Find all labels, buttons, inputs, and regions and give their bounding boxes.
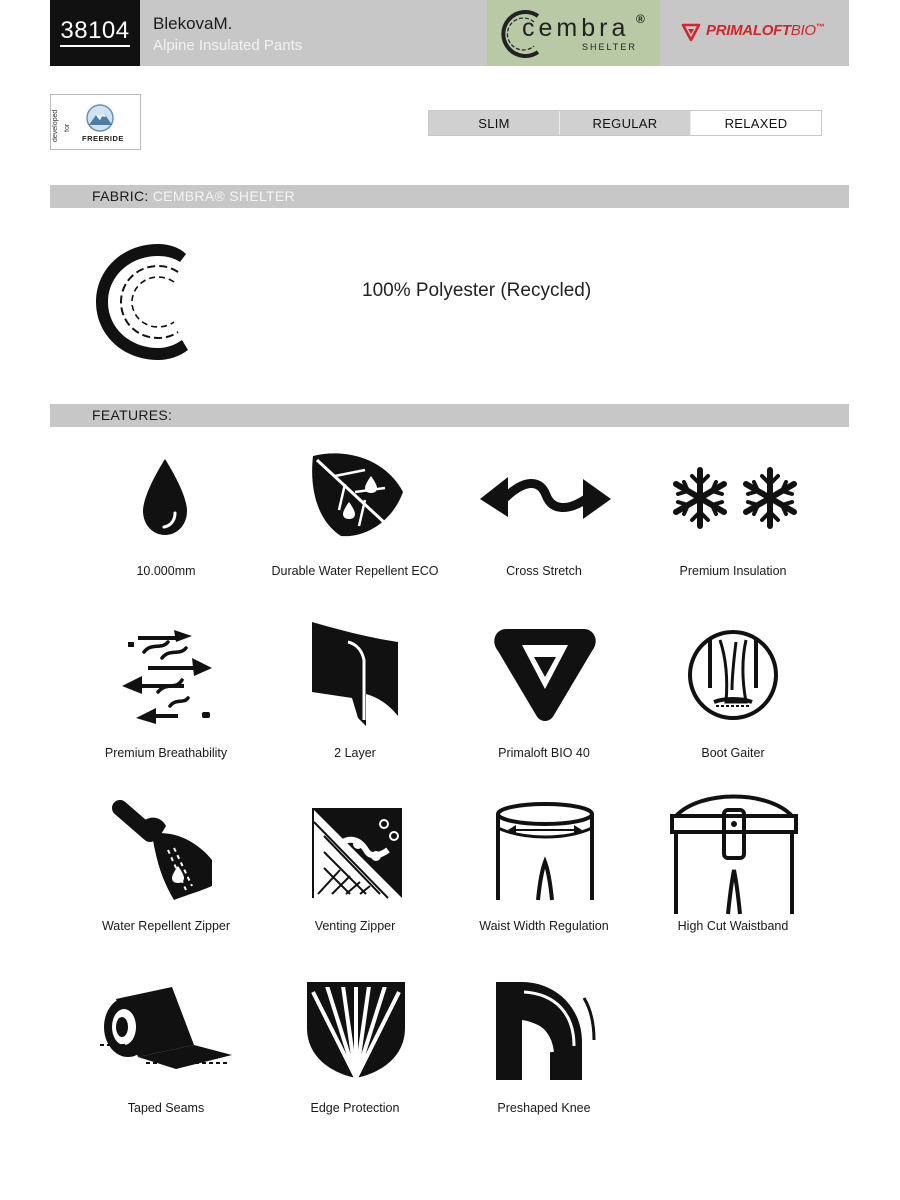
snowflakes-icon <box>670 466 800 530</box>
fabric-value: CEMBRA® SHELTER <box>152 188 295 204</box>
feature-label: Premium Breathability <box>104 746 228 760</box>
primaloft-logo-mark: ™ <box>815 22 825 32</box>
cembra-logo-sub: SHELTER <box>582 42 637 52</box>
water-drop-icon <box>135 455 195 540</box>
breathability-icon <box>118 628 216 724</box>
tape-roll-icon <box>98 985 234 1075</box>
feature-label: 10.000mm <box>136 564 196 578</box>
cembra-logo-registered: ® <box>636 12 645 26</box>
waistband-icon <box>670 790 798 916</box>
primaloft-logo-word: PRIMALOFT <box>706 22 791 39</box>
mountain-icon <box>85 103 115 133</box>
feature-label: Premium Insulation <box>679 564 787 578</box>
fabric-label: FABRIC: <box>92 188 149 204</box>
boot-gaiter-icon <box>686 628 780 722</box>
fit-option-relaxed[interactable]: RELAXED <box>691 111 821 135</box>
feature-label: Edge Protection <box>310 1101 400 1115</box>
primaloft-icon <box>492 627 598 724</box>
cembra-fabric-icon <box>90 240 200 365</box>
primaloft-logo-suffix: BIO <box>790 22 816 39</box>
leaf-icon <box>305 448 410 543</box>
zipper-icon <box>112 800 222 904</box>
feature-label: Venting Zipper <box>314 919 396 933</box>
features-heading: FEATURES: <box>92 407 173 423</box>
feature-label: Waist Width Regulation <box>479 919 609 933</box>
fit-selector <box>428 110 822 136</box>
brand-name: BlekovaM. <box>153 14 233 33</box>
primaloft-logo-icon <box>681 22 701 42</box>
feature-label: Preshaped Knee <box>497 1101 591 1115</box>
fit-option-regular[interactable]: REGULAR <box>560 111 691 135</box>
knee-icon <box>494 980 596 1082</box>
feature-label: High Cut Waistband <box>677 919 789 933</box>
feature-label: Water Repellent Zipper <box>101 919 231 933</box>
feature-label: Primaloft BIO 40 <box>498 746 590 760</box>
product-code: 38104 <box>60 19 129 47</box>
product-name: Alpine Insulated Pants <box>153 37 303 54</box>
feature-label: Boot Gaiter <box>701 746 765 760</box>
fit-option-slim[interactable]: SLIM <box>429 111 560 135</box>
feature-label: Durable Water Repellent ECO <box>271 564 439 578</box>
two-layer-icon <box>310 620 402 728</box>
shield-icon <box>305 982 407 1080</box>
feature-label: Cross Stretch <box>506 564 582 578</box>
cembra-logo-word: cembra <box>522 14 630 42</box>
fabric-heading <box>92 188 295 204</box>
feature-label: 2 Layer <box>334 746 376 760</box>
waist-regulation-icon <box>494 800 596 904</box>
feature-label: Taped Seams <box>127 1101 205 1115</box>
badge-line-developed: developed <box>52 109 59 142</box>
product-code-box <box>50 0 140 66</box>
primaloft-logo-text <box>706 22 824 39</box>
double-arrow-icon <box>478 473 613 525</box>
badge-line-for: for <box>64 123 71 132</box>
badge-name: FREERIDE <box>82 134 124 143</box>
venting-zipper-icon <box>310 806 404 900</box>
fabric-composition: 100% Polyester (Recycled) <box>362 280 592 301</box>
